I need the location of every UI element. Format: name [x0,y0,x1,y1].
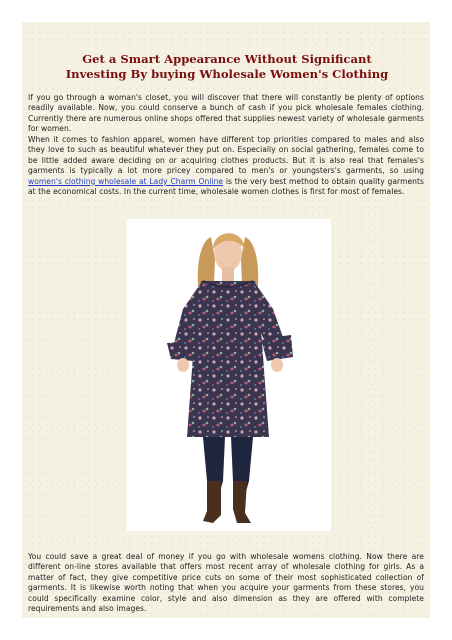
model-illustration [127,219,331,531]
paragraph-text-after-link: is the very best method to obtain quality garments at the economical costs. In the current time, wholesale women clothes is first for most of females. [28,176,424,197]
article-title: Get a Smart Appearance Without Significant Investing By buying Wholesale Women's Clothing [65,52,389,81]
product-photo [127,219,331,531]
document-page [22,22,430,618]
wholesale-link[interactable]: women's clothing wholesale at Lady Charm Online [28,176,224,186]
paragraph-text-before-link: When it comes to fashion apparel, women have different top priorities compared to males and also they love to such as beautiful whatever they put on. Especially on social gathering, females come to be little added aware deciding on or acquiring clothes products. But it is also real that females's garments is typically a lot more pricey compared to men's or youngsters's garments, so using [28,135,424,176]
paragraph-fashion [28,135,424,197]
paragraph-intro: If you go through a woman's closet, you will discover that there will constantly be plenty of options readily available. Now, you could conserve a bunch of cash if you pick wholesale females clothing. Currently there are numerous online shops offered that supplies newest variety of wholesale garments for women. [28,93,424,134]
paragraph-savings: You could save a great deal of money if you go with wholesale womens clothing. Now there are different on-line stores available that offers most recent array of wholesale clothing for girls. As a matter of fact, they give competitive price cuts on some of their most sophisticated collection of garments. It is likewise worth noting that when you acquire your garments from these stores, you could specifically examine color, style and also dimension as they are offered with complete requirements and also images. [28,552,424,614]
